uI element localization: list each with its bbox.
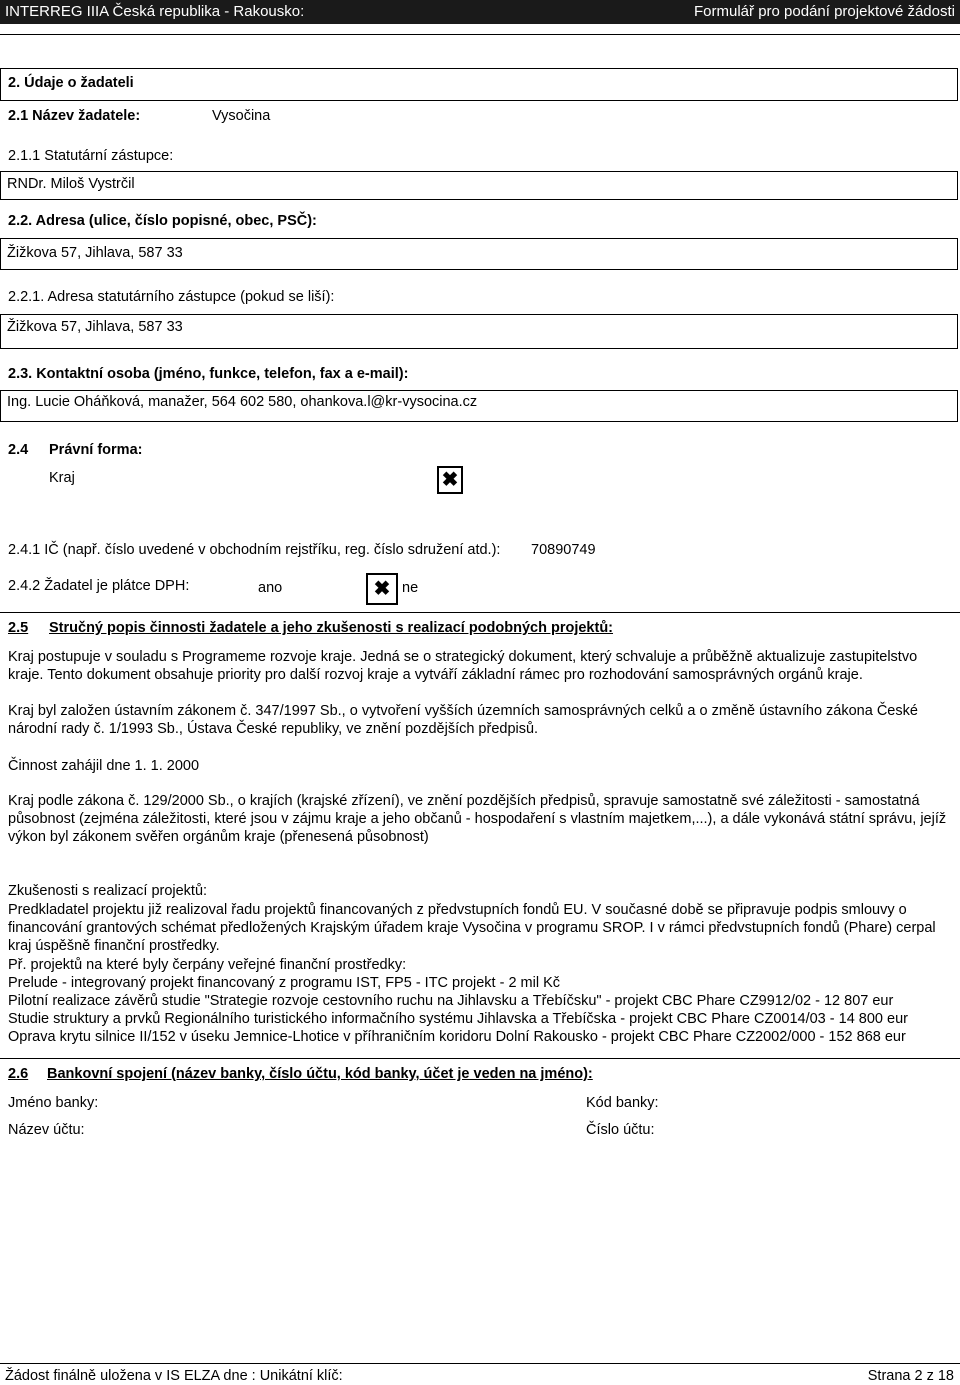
description-paragraph: Činnost zahájil dne 1. 1. 2000 (8, 758, 200, 774)
section-title: 2. Údaje o žadateli (8, 75, 134, 91)
account-name-label: Název účtu: (8, 1122, 85, 1138)
ic-value[interactable]: 70890749 (531, 542, 596, 558)
header-program: INTERREG IIIA Česká republika - Rakousko: (5, 3, 305, 20)
experience-line: Zkušenosti s realizací projektů: (8, 883, 208, 899)
bank-label: Bankovní spojení (název banky, číslo účtu, kód banky, účet je veden na jméno): (47, 1066, 593, 1082)
stat-address-label: 2.2.1. Adresa statutárního zástupce (pokud se liší): (8, 289, 335, 305)
vat-checkbox[interactable]: ✖ (366, 573, 398, 605)
footer-save-info: Žádost finálně uložena v IS ELZA dne : Unikátní klíč: (5, 1368, 343, 1384)
applicant-name-label: 2.1 Název žadatele: (8, 108, 141, 124)
description-number: 2.5 (8, 620, 29, 636)
ic-label: 2.4.1 IČ (např. číslo uvedené v obchodním rejstříku, reg. číslo sdružení atd.): (8, 542, 501, 558)
bank-number: 2.6 (8, 1066, 29, 1082)
experience-line: Studie struktury a prvků Regionálního turistického informačního systému Jihlavska a Třebíčska - projekt CBC Phare CZ0014/03 - 14 800 eur (8, 1011, 908, 1027)
vat-no-label: ne (402, 580, 419, 596)
page-header (0, 0, 960, 24)
footer-divider (0, 1363, 960, 1364)
stat-address-value: Žižkova 57, Jihlava, 587 33 (7, 319, 183, 335)
legal-form-label: Právní forma: (49, 442, 143, 458)
description-paragraph: Kraj postupuje v souladu s Programeme rozvoje kraje. Jedná se o strategický dokument, který schvaluje a průběžně aktualizuje zastupitelstvo kraje. Tento dokument obsahuje priority pro další rozvoj kraje a vytváří základní rámec pro rozhodování samosprávných orgánů kraje. (8, 649, 918, 683)
section-divider (0, 1058, 960, 1059)
description-paragraph: Kraj byl založen ústavním zákonem č. 347/1997 Sb., o vytvoření vyšších územních samosprávných celků a o změně ústavního zákona České národní rady č. 1/1993 Sb., Ústava České republiky, ve znění pozdějších předpisů. (8, 703, 918, 737)
vat-label: 2.4.2 Žadatel je plátce DPH: (8, 578, 190, 594)
legal-form-number: 2.4 (8, 442, 29, 458)
legal-form-checkbox[interactable]: ✖ (437, 466, 463, 494)
account-number-label: Číslo účtu: (586, 1122, 655, 1138)
statutory-label: 2.1.1 Statutární zástupce: (8, 148, 174, 164)
experience-line: Predkladatel projektu již realizoval řadu projektů financovaných z předvstupních fondů EU. V současné době se připravuje podpis smlouvy o financování grantových schémat předložených Krajským úřadem kraje Vysočina v programu SROP. I v rámci předvstupních fondů (Phare) cerpal kraj úspěšně finanční prostředky. (8, 902, 936, 954)
legal-form-value: Kraj (49, 470, 75, 486)
address-label: 2.2. Adresa (ulice, číslo popisné, obec, PSČ): (8, 213, 317, 229)
contact-label: 2.3. Kontaktní osoba (jméno, funkce, telefon, fax a e-mail): (8, 366, 409, 382)
experience-line: Oprava krytu silnice II/152 v úseku Jemnice-Lhotice v příhraničním koridoru Dolní Rakousko - projekt CBC Phare CZ2002/000 - 152 868 eur (8, 1029, 906, 1045)
applicant-name-value[interactable]: Vysočina (212, 108, 271, 124)
vat-yes-label: ano (258, 580, 283, 596)
address-value: Žižkova 57, Jihlava, 587 33 (7, 245, 183, 261)
header-form-title: Formulář pro podání projektové žádosti (694, 3, 955, 20)
footer-page-number: Strana 2 z 18 (867, 1368, 954, 1384)
contact-value: Ing. Lucie Oháňková, manažer, 564 602 580, ohankova.l@kr-vysocina.cz (7, 394, 478, 410)
header-divider (0, 34, 960, 35)
section-divider (0, 612, 960, 613)
statutory-field[interactable] (0, 171, 958, 200)
experience-line: Prelude - integrovaný projekt financovaný z programu IST, FP5 - ITC projekt - 2 mil Kč (8, 975, 561, 991)
bank-code-label: Kód banky: (586, 1095, 659, 1111)
section-title-box (0, 68, 958, 101)
bank-name-label: Jméno banky: (8, 1095, 99, 1111)
description-paragraph: Kraj podle zákona č. 129/2000 Sb., o krajích (krajské zřízení), ve znění pozdějších předpisů, spravuje samostatně své záležitosti - samostatná působnost (zejména záležitosti, které jsou v zájmu kraje a jeho občanů - hospodaření s vlastním majetkem,...), a dále vykonává státní správu, jejíž výkon byl zákonem svěřen orgánům kraje (přenesená působnost) (8, 793, 947, 845)
description-label: Stručný popis činnosti žadatele a jeho zkušenosti s realizací podobných projektů: (49, 620, 614, 636)
experience-line: Pilotní realizace závěrů studie "Strategie rozvoje cestovního ruchu na Jihlavsku a Třebíčsku" - projekt CBC Phare CZ9912/02 - 12 807 eur (8, 993, 894, 1009)
statutory-value: RNDr. Miloš Vystrčil (7, 176, 135, 192)
experience-line: Př. projektů na které byly čerpány veřejné finanční prostředky: (8, 957, 407, 973)
